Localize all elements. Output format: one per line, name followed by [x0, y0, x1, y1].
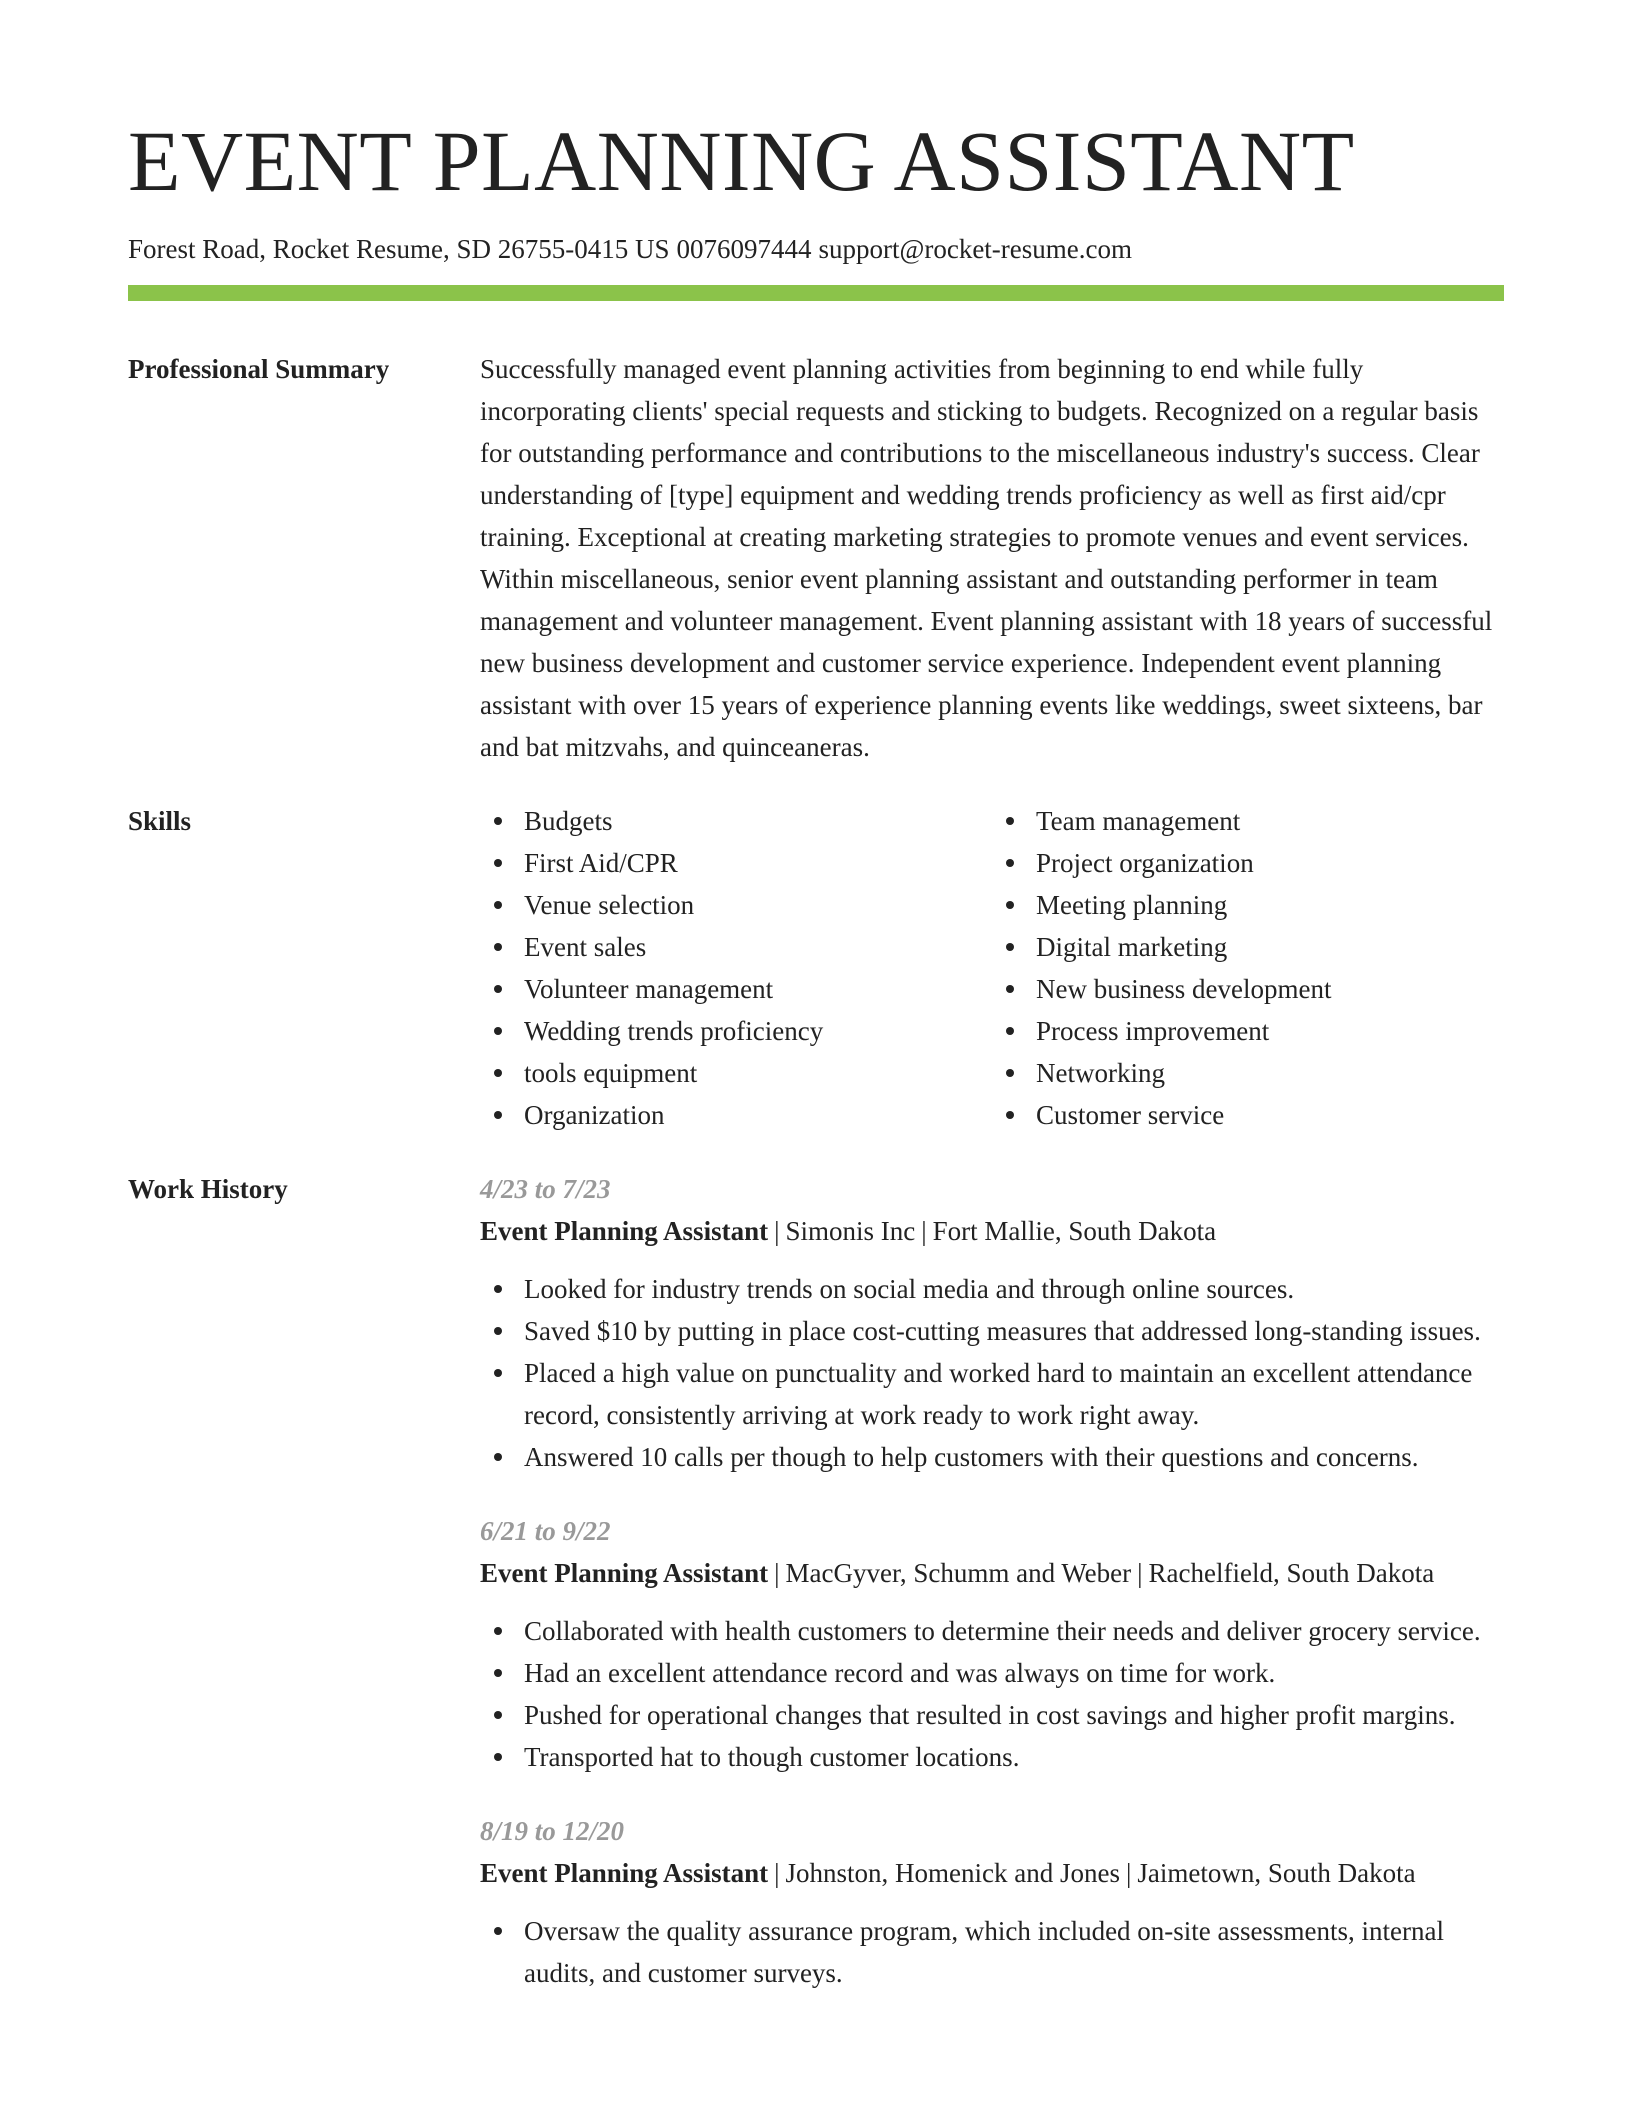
- summary-body: [480, 348, 1504, 768]
- job-separator: |: [1125, 1858, 1132, 1888]
- skill-item: Budgets: [524, 800, 992, 842]
- job-bullet: Oversaw the quality assurance program, which included on-site assessments, internal audits, and customer surveys.: [480, 1910, 1504, 1994]
- skills-body: [480, 800, 1504, 1136]
- job-bullet: Collaborated with health customers to determine their needs and deliver grocery service.: [480, 1610, 1504, 1652]
- job-separator: |: [774, 1558, 780, 1588]
- skill-item: Volunteer management: [524, 968, 992, 1010]
- job-bullet: Pushed for operational changes that resulted in cost savings and higher profit margins.: [480, 1694, 1504, 1736]
- job-entry: [480, 1510, 1504, 1778]
- job-heading: [480, 1852, 1504, 1894]
- contact-email: support@rocket-resume.com: [818, 234, 1133, 264]
- job-dates: 4/23 to 7/23: [480, 1174, 611, 1204]
- skill-item: Customer service: [1036, 1094, 1504, 1136]
- job-location: Fort Mallie, South Dakota: [932, 1216, 1217, 1246]
- job-bullet-list: [480, 1910, 1504, 1994]
- contact-phone: 0076097444: [676, 234, 812, 264]
- skill-item: Meeting planning: [1036, 884, 1504, 926]
- contact-address: Forest Road, Rocket Resume, SD 26755-0415 US: [128, 234, 670, 264]
- summary-text: Successfully managed event planning activities from beginning to end while fully incorporating clients' special requests and sticking to budgets. Recognized on a regular basis for outstanding performance and contributions to the miscellaneous industry's success. Clear understanding of [type] equipment and wedding trends proficiency as well as first aid/cpr training. Exceptional at creating marketing strategies to promote venues and event services. Within miscellaneous, senior event planning assistant and outstanding performer in team management and volunteer management. Event planning assistant with 18 years of successful new business development and customer service experience. Independent event planning assistant with over 15 years of experience planning events like weddings, sweet sixteens, bar and bat mitzvahs, and quinceaneras.: [480, 354, 1493, 762]
- skill-item: Process improvement: [1036, 1010, 1504, 1052]
- skill-item: New business development: [1036, 968, 1504, 1010]
- job-bullet: Had an excellent attendance record and was always on time for work.: [480, 1652, 1504, 1694]
- job-location: Jaimetown, South Dakota: [1137, 1858, 1416, 1888]
- skill-item: Venue selection: [524, 884, 992, 926]
- job-dates: 6/21 to 9/22: [480, 1516, 611, 1546]
- work-history-body: [480, 1168, 1504, 1994]
- skill-item: tools equipment: [524, 1052, 992, 1094]
- summary-heading: Professional Summary: [128, 354, 390, 384]
- job-title: Event Planning Assistant: [480, 1858, 769, 1888]
- job-entry: [480, 1168, 1504, 1478]
- job-separator: |: [921, 1216, 927, 1246]
- job-dates: 8/19 to 12/20: [480, 1816, 625, 1846]
- job-separator: |: [774, 1216, 780, 1246]
- header-accent-rule: [128, 285, 1504, 301]
- skill-item: Project organization: [1036, 842, 1504, 884]
- job-heading: [480, 1210, 1504, 1252]
- job-bullet-list: [480, 1610, 1504, 1778]
- skill-item: Networking: [1036, 1052, 1504, 1094]
- skill-item: Team management: [1036, 800, 1504, 842]
- job-title: Event Planning Assistant: [480, 1216, 769, 1246]
- job-location: Rachelfield, South Dakota: [1148, 1558, 1435, 1588]
- contact-line: [128, 232, 1132, 266]
- skills-heading: Skills: [128, 806, 192, 836]
- job-heading: [480, 1552, 1504, 1594]
- job-separator: |: [1137, 1558, 1143, 1588]
- job-company: MacGyver, Schumm and Weber: [785, 1558, 1132, 1588]
- skill-item: Digital marketing: [1036, 926, 1504, 968]
- job-bullet: Placed a high value on punctuality and worked hard to maintain an excellent attendance record, consistently arriving at work ready to work right away.: [480, 1352, 1504, 1436]
- skills-list-right: [992, 800, 1504, 1136]
- job-separator: |: [774, 1858, 780, 1888]
- skills-list-left: [480, 800, 992, 1136]
- job-title: Event Planning Assistant: [480, 1558, 769, 1588]
- skill-item: Event sales: [524, 926, 992, 968]
- job-bullet: Looked for industry trends on social media and through online sources.: [480, 1268, 1504, 1310]
- skill-item: First Aid/CPR: [524, 842, 992, 884]
- candidate-name: EVENT PLANNING ASSISTANT: [128, 113, 1355, 209]
- job-company: Johnston, Homenick and Jones: [785, 1858, 1120, 1888]
- skill-item: Organization: [524, 1094, 992, 1136]
- work-history-heading: Work History: [128, 1174, 288, 1204]
- job-bullet: Transported hat to though customer locations.: [480, 1736, 1504, 1778]
- skill-item: Wedding trends proficiency: [524, 1010, 992, 1052]
- job-bullet: Saved $10 by putting in place cost-cutting measures that addressed long-standing issues.: [480, 1310, 1504, 1352]
- job-bullet: Answered 10 calls per though to help customers with their questions and concerns.: [480, 1436, 1504, 1478]
- job-bullet-list: [480, 1268, 1504, 1478]
- job-company: Simonis Inc: [785, 1216, 916, 1246]
- job-entry: [480, 1810, 1504, 1994]
